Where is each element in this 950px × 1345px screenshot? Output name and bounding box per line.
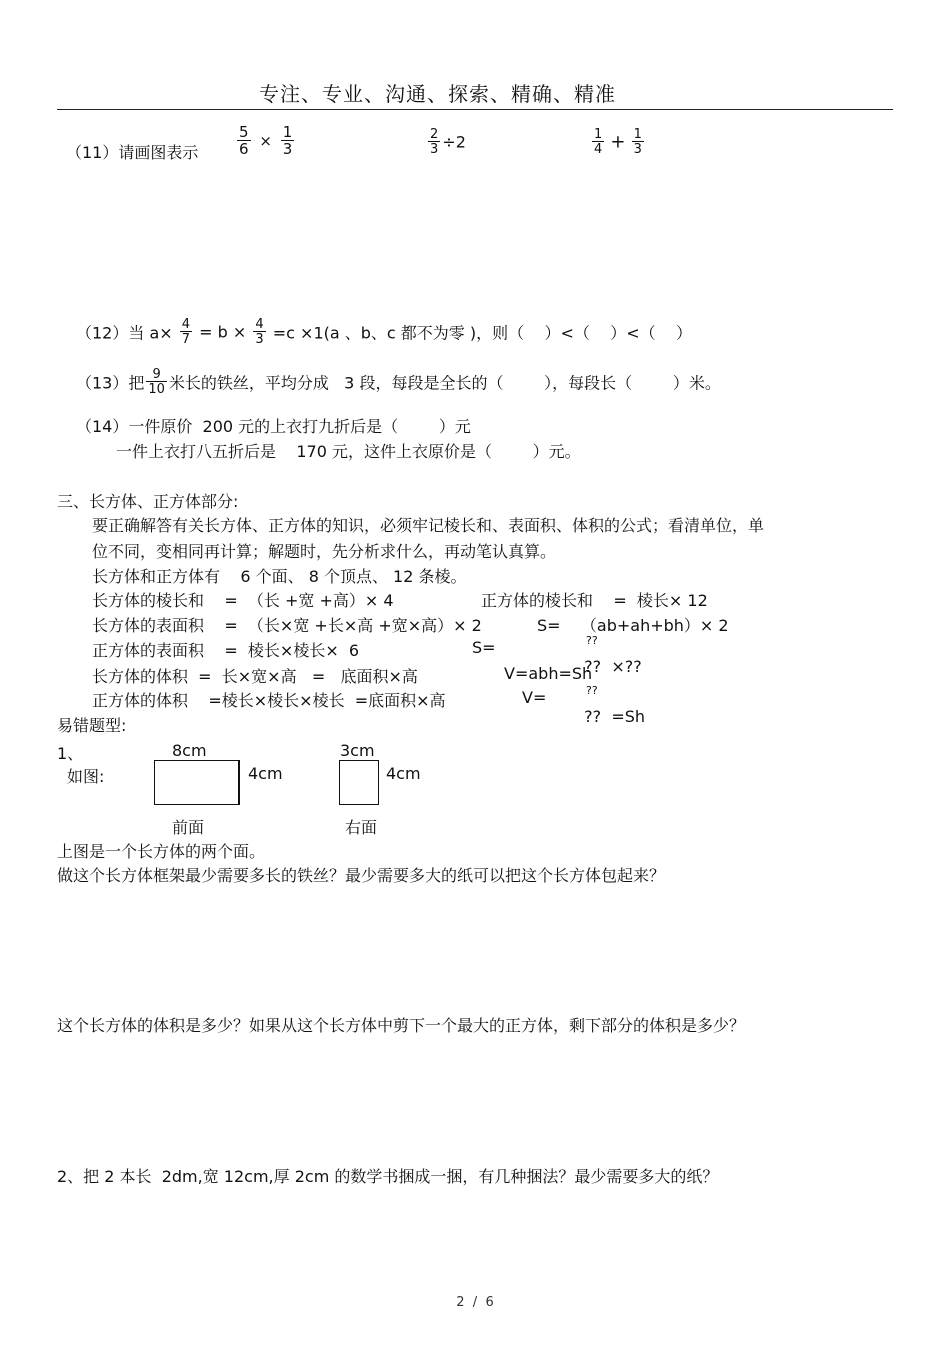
operator: ×: [259, 132, 272, 150]
garbled-superscript: ??: [586, 634, 598, 647]
garbled-formula-text: ?? =Sh: [584, 707, 646, 726]
fraction-denominator: 3: [282, 140, 293, 158]
page-number: 2 / 6: [456, 1295, 494, 1310]
section-3-intro-1: 要正确解答有关长方体、正方体的知识，必须牢记棱长和、表面积、体积的公式；看清单位，单: [92, 516, 765, 535]
fraction-numerator: 4: [255, 317, 264, 332]
page-header-title: 专注、专业、沟通、探索、精确、精准: [259, 82, 616, 106]
q13-text-1: （13）把: [76, 373, 145, 393]
right-face-rectangle: [339, 760, 379, 805]
q11-expression-2: [426, 128, 466, 156]
right-face-caption: 右面: [345, 818, 378, 837]
cuboid-facts: 长方体和正方体有 6 个面、 8 个顶点、 12 条棱。: [92, 567, 467, 586]
fraction-denominator: 6: [239, 140, 249, 158]
operator-tail: ÷2: [442, 132, 466, 152]
cube-surface-symbolic-label: S=: [472, 638, 496, 657]
q14-line-2: 一件上衣打八五折后是 170 元，这件上衣原价是（ ）元。: [116, 442, 581, 461]
fraction-numerator: 5: [239, 123, 249, 141]
q12-text-1: （12）当 a×: [76, 323, 173, 343]
q11-label: （11）请画图表示: [66, 143, 199, 162]
fraction-numerator: 1: [282, 123, 293, 141]
front-face-caption: 前面: [172, 818, 205, 837]
fraction-numerator: 2: [430, 127, 439, 142]
cuboid-edge-sum-formula: 长方体的棱长和 = （长 +宽 +高）× 4: [92, 591, 394, 610]
problem-1-number: 1、: [57, 744, 84, 763]
problem-1-question-1: 做这个长方体框架最少需要多长的铁丝？最少需要多大的纸可以把这个长方体包起来？: [57, 866, 666, 885]
fraction-numerator: 1: [633, 127, 642, 142]
mistakes-title: 易错题型:: [57, 716, 127, 735]
q12-text-3: =c ×1(a 、b、c 都不为零 )，则（ ）<（ ）<（ ）: [272, 323, 692, 343]
front-face-rectangle: [154, 760, 240, 805]
q13-line: [76, 368, 721, 396]
section-3-title: 三、长方体、正方体部分:: [57, 492, 239, 511]
q12-line: [76, 318, 692, 346]
fraction-numerator: 9: [152, 367, 161, 382]
fraction-denominator: 10: [148, 382, 165, 397]
fraction-denominator: 7: [181, 332, 191, 347]
header-divider: [57, 109, 893, 110]
fraction-denominator: 3: [633, 142, 642, 157]
cube-volume-symbolic-label: V=: [522, 688, 547, 707]
cube-surface-formula: 正方体的表面积 = 棱长×棱长× 6: [92, 641, 360, 660]
problem-1-description: 上图是一个长方体的两个面。: [57, 842, 266, 861]
q12-text-2: = b ×: [199, 322, 247, 342]
cube-volume-formula: 正方体的体积 =棱长×棱长×棱长 =底面积×高: [92, 691, 446, 710]
cube-volume-symbolic: [574, 684, 646, 745]
operator: +: [610, 131, 626, 153]
fraction-denominator: 3: [430, 142, 439, 157]
q11-expression-3: [590, 128, 646, 156]
q13-text-2: 米长的铁丝，平均分成 3 段，每段是全长的（ ），每段长（ ）米。: [168, 373, 721, 393]
fraction-numerator: 4: [181, 317, 191, 332]
problem-1-figure-label: 如图:: [67, 767, 105, 786]
cuboid-surface-symbolic: S= （ab+ah+bh）× 2: [537, 616, 729, 635]
cuboid-volume-formula: 长方体的体积 = 长×宽×高 = 底面积×高: [92, 667, 418, 686]
cube-edge-sum-formula: 正方体的棱长和 = 棱长× 12: [481, 591, 708, 610]
front-face-height-label: 4cm: [248, 764, 283, 783]
cuboid-volume-symbolic: V=abh=Sh: [504, 664, 593, 683]
fraction-numerator: 1: [594, 127, 603, 142]
right-face-width-label: 3cm: [340, 741, 375, 760]
garbled-formula-text: ?? ×??: [584, 657, 642, 676]
garbled-superscript: ??: [586, 684, 598, 697]
problem-2-text: 2、把 2 本长 2dm,宽 12cm,厚 2cm 的数学书捆成一捆，有几种捆法？最少需要多大的纸？: [57, 1167, 719, 1186]
problem-1-question-2: 这个长方体的体积是多少？如果从这个长方体中剪下一个最大的正方体，剩下部分的体积是多少？: [57, 1016, 746, 1035]
q14-line-1: （14）一件原价 200 元的上衣打九折后是（ ）元: [76, 417, 471, 436]
q11-expression-1: [235, 125, 296, 157]
front-face-width-label: 8cm: [172, 741, 207, 760]
section-3-intro-2: 位不同，变相同再计算；解题时，先分析求什么，再动笔认真算。: [92, 542, 557, 561]
right-face-height-label: 4cm: [386, 764, 421, 783]
cuboid-surface-formula: 长方体的表面积 = （长×宽 +长×高 +宽×高）× 2: [92, 616, 482, 635]
fraction-denominator: 4: [594, 142, 603, 157]
fraction-denominator: 3: [255, 332, 264, 347]
